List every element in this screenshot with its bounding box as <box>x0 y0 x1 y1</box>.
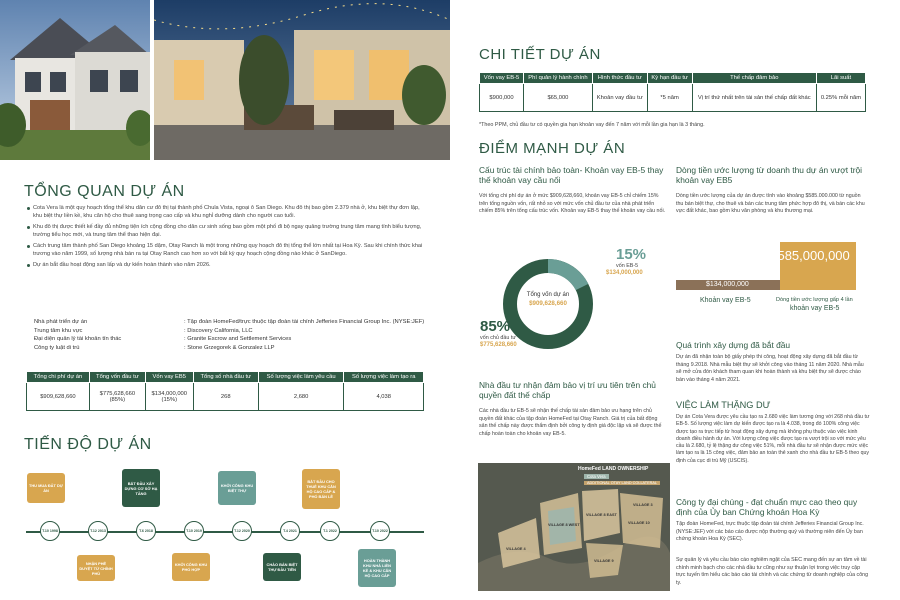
map-label: VILLAGE 3 <box>633 503 653 507</box>
strength-4-title: Quá trình xây dựng đã bắt đầu <box>676 340 791 350</box>
project-info <box>34 318 434 352</box>
summary-cell: $134,000,000 (15%) <box>145 383 193 411</box>
strength-5-text-1: Tập đoàn HomeFed, trực thuộc tập đoàn tài chính Jefferies Financial Group Inc. (NYSE:JEF) với các báo cáo được nộp thường quý và thường niên đến Ủy ban chứng khoán Hoa Kỳ (SEC). <box>676 521 864 543</box>
timeline-event-bottom: KHỞI CÔNG KHU PHỐ HỢP <box>172 553 210 581</box>
strength-2-text: Dòng tiền ước lượng của dự án được tính vào khoảng $585.000.000 từ nguồn thu bán biệt thự, cho thuê và bán các trung tâm phức hợp đô thị, và bán các khu vực đất khác, bao gồm khu văn phòng và khu thương mại. <box>676 193 865 215</box>
timeline-date: T.1 2022 <box>320 521 340 541</box>
bar-cashflow-value: $585,000,000 <box>770 248 850 263</box>
timeline-event-top: KHỞI CÔNG KHU BIỆT THỰ <box>218 471 256 505</box>
summary-header: Tổng số nhà đầu tư <box>193 372 258 383</box>
timeline-event-top: BẮT ĐẦU CHO THUÊ KHU CĂN HỘ CAO CẤP & PHỐ BÁN LẺ <box>302 469 340 509</box>
timeline-date: T.10 2019 <box>184 521 204 541</box>
overview-bullet: Khu đô thị được thiết kế đầy đủ những tiện ích cộng đồng cho dân cư sinh sống bao gồm một phố đi bộ ngay quảng trường trung tâm mang tính biểu tượng, trường tiểu học mới, và trung tâm thể thao hiện đại. <box>26 223 430 239</box>
detail-table <box>479 72 866 112</box>
jobs-title: VIỆC LÀM THẶNG DƯ <box>676 400 771 410</box>
timeline-event-bottom: CHÀO BÁN BIỆT THỰ ĐẦU TIÊN <box>263 553 301 581</box>
donut-owner-label: vốn chủ đầu tư <box>480 335 516 341</box>
strength-5-title: Công ty đại chúng - đạt chuẩn mực cao theo quy định của Ủy ban Chứng khoán Hoa Kỳ <box>676 497 858 517</box>
bar-eb5-label: Khoản vay EB-5 <box>700 297 751 304</box>
map-label: VILLAGE 4 <box>506 547 526 551</box>
timeline <box>20 465 430 600</box>
timeline-line <box>26 531 424 533</box>
timeline-date: T.12 2020 <box>232 521 252 541</box>
map-title: HomeFed LAND OWNERSHIP <box>578 466 649 472</box>
strength-1-title: Cấu trúc tài chính bảo toàn- Khoản vay EB-5 thay thế khoản vay cầu nối <box>479 165 664 185</box>
detail-header: Vốn vay EB-5 <box>480 73 524 84</box>
detail-cell: Khoản vay đầu tư <box>592 84 647 112</box>
land-map <box>478 463 670 591</box>
summary-cell: 4,038 <box>344 383 424 411</box>
detail-cell: $65,000 <box>524 84 593 112</box>
map-label: VILLAGE 10 <box>628 521 650 525</box>
overview-bullet: Dự án bắt đầu hoạt động san lấp và dự kiến hoàn thành vào năm 2026. <box>26 261 430 269</box>
strength-2-title: Dòng tiền ước lượng từ doanh thu dự án vượt trội khoản vay EB5 <box>676 165 863 185</box>
map-label: VILLAGE 8 WEST <box>548 523 580 527</box>
detail-header: Hình thức đầu tư <box>592 73 647 84</box>
timeline-event-bottom: NHẬN PHÊ DUYỆT TỪ CHÍNH PHỦ <box>77 555 115 581</box>
courtyard-photo <box>154 0 450 160</box>
donut-eb5-label: vốn EB-5 <box>616 263 639 269</box>
detail-cell: Vị trí thứ nhất trên tài sản thế chấp đất khác <box>692 84 816 112</box>
timeline-event-top: BẮT ĐẦU XÂY DỰNG CƠ SỞ HẠ TẦNG <box>122 469 160 507</box>
donut-slice-eb5 <box>548 266 582 287</box>
capital-donut <box>478 242 678 362</box>
detail-cell: 0.25% mỗi năm <box>816 84 865 112</box>
map-label: VILLAGE 8 EAST <box>586 513 617 517</box>
detail-header: Thế chấp đảm bảo <box>692 73 816 84</box>
timeline-date: T.10 2022 <box>370 521 390 541</box>
map-legend-cota-vera: Cota Vera <box>584 474 609 479</box>
summary-header: Tổng vốn đầu tư <box>89 372 145 383</box>
summary-cell: $775,628,660 (85%) <box>89 383 145 411</box>
info-row: Công ty luật di trú : Stone Grzegorek & Gonzalez LLP <box>34 344 275 351</box>
jobs-text: Dự án Cota Vera được yêu cầu tạo ra 2.680 việc làm tương ứng với 268 nhà đầu tư EB-5. Số lượng việc làm dự kiến được tạo ra là 4.038, trong đó 100% công việc được tạo ra trực tiếp từ hoạt động xây dựng mà không phụ thuộc vào việc kinh doanh điều hành dự án. Với lượng công việc được tạo ra vượt trội so với mức yêu cầu là 2.680, tỷ lệ thặng dư công việc 51%, mỗi nhà đầu tư sẽ nhận được mức việc làm tạo ra là 15 công việc, đảm bảo an toàn thẻ xanh cho nhà đầu tư EB-5 theo quy định của cục di trú Mỹ (USCIS). <box>676 414 870 464</box>
summary-cell: $909,628,660 <box>27 383 90 411</box>
detail-header: Lãi suất <box>816 73 865 84</box>
detail-title: CHI TIẾT DỰ ÁN <box>479 46 601 63</box>
timeline-date: T.10 1998 <box>40 521 60 541</box>
detail-cell: *5 năm <box>647 84 692 112</box>
detail-header: Kỳ hạn đầu tư <box>647 73 692 84</box>
strength-title: ĐIỂM MẠNH DỰ ÁN <box>479 140 626 157</box>
summary-cell: 268 <box>193 383 258 411</box>
summary-header: Số lượng việc làm tạo ra <box>344 372 424 383</box>
overview-bullets <box>26 204 430 272</box>
strength-5-text-2: Sự quản lý và yêu cầu báo cáo nghiêm ngặt của SEC mang đến sự an tâm về tài chính minh bạch cho các nhà đầu tư cũng như sự thuận lợi trong việc truy cập trực tuyến tìm hiểu các báo cáo tài chính và các chứng từ doanh nghiệp của công ty. <box>676 557 869 586</box>
donut-eb5-pct: 15% <box>616 246 647 263</box>
donut-owner-pct: 85% <box>480 318 511 335</box>
cashflow-bars <box>676 242 876 322</box>
bar-cashflow-label2: khoản vay EB-5 <box>790 305 840 312</box>
info-row: Trung tâm khu vực : Discovery California, LLC <box>34 327 253 334</box>
donut-owner-value: $775,628,660 <box>480 342 517 348</box>
detail-cell: $900,000 <box>480 84 524 112</box>
overview-title: TỔNG QUAN DỰ ÁN <box>24 183 185 200</box>
summary-header: Tổng chi phí dự án <box>27 372 90 383</box>
detail-header: Phí quản lý hành chính <box>524 73 593 84</box>
house-photo <box>0 0 150 160</box>
summary-header: Số lượng việc làm yêu cầu <box>258 372 344 383</box>
timeline-date: T.12 2013 <box>88 521 108 541</box>
timeline-event-bottom: HOÀN THÀNH KHU NHÀ LIỀN KỀ & KHU CĂN HỘ CAO CẤP <box>358 549 396 587</box>
map-label: VILLAGE 9 <box>594 559 614 563</box>
strength-1-text: Với tổng chi phí dự án ở mức $909,628,660, khoản vay EB-5 chỉ chiếm 15% trên tổng nguồn vốn, rất nhỏ so với mức vốn chủ đầu tư của nhà phát triển chiếm 85% trên tổng cấu trúc vốn. Khoản vay EB-5 thay thế khoản vay cầu nối. <box>479 193 666 215</box>
overview-bullet: Cách trung tâm thành phố San Diego khoảng 15 dặm, Otay Ranch là một trong những quy hoạch đô thị tổng thể lớn nhất tại Hoa Kỳ. Sau khi chính thức khai trương vào năm 1999, số lượng nhà bán ra tại Otay Ranch cao hơn so với bất kỳ quy hoạch cộng đồng nào khác ở SanDiego. <box>26 242 430 258</box>
info-row: Nhà phát triển dự án : Tập đoàn HomeFed/trực thuộc tập đoàn tài chính Jefferies Financial Group Inc. (NYSE:JEF) <box>34 319 425 325</box>
map-legend-collateral: ADDITIONAL OTAY LAND COLLATERAL <box>584 481 660 485</box>
donut-center-label: Tổng vốn dự án <box>526 292 570 298</box>
donut-eb5-value: $134,000,000 <box>606 270 643 276</box>
bar-cashflow-label1: Dòng tiền ước lượng gấp 4 lần <box>776 297 853 303</box>
detail-note: *Theo PPM, chủ đầu tư có quyền gia hạn khoản vay đến 7 năm với mỗi lần gia hạn là 3 tháng. <box>479 122 705 128</box>
timeline-date: T.6 2018 <box>136 521 156 541</box>
bar-eb5-value: $134,000,000 <box>706 281 749 288</box>
timeline-date: T.4 2021 <box>280 521 300 541</box>
strength-4-text: Dự án đã nhận toàn bộ giấy phép thi công, hoạt động xây dựng đã bắt đầu từ tháng 9.2018. Nhà mẫu biệt thự sẽ khởi công vào tháng 11 năm 2020. Nhà mẫu sẽ mở cửa đón khách tham quan khi hoàn thành và khu biệt thự sẽ được chào bán vào tháng 4 năm 2021. <box>676 354 864 383</box>
summary-cell: 2,680 <box>258 383 344 411</box>
overview-bullet: Cota Vera là một quy hoạch tổng thể khu dân cư đô thị tại thành phố Chula Vista, ngoại ô San Diego. Khu đô thị bao gồm 2.379 nhà ở, khu biệt thự đơn lập, khu biệt thự liền kề, khu căn hộ cho thuê sang trọng cao cấp và khu nghỉ dưỡng dành cho người cao tuổi. <box>26 204 430 220</box>
strength-3-text: Các nhà đầu tư EB-5 sẽ nhận thế chấp tài sản đảm bảo ưu hạng trên chủ quyền đất khác của tập đoàn HomeFed tại Otay Ranch. Giá trị của bất động sản thế chấp này được thẩm định bởi công ty định giá độc lập và sẽ được thế chấp hoàn toàn cho khoản vay EB-5. <box>479 408 662 437</box>
info-row: Đại diện quản lý tài khoản tín thác : Granite Escrow and Settlement Services <box>34 336 292 342</box>
progress-title: TIẾN ĐỘ DỰ ÁN <box>24 436 152 453</box>
strength-3-title: Nhà đầu tư nhận đảm bảo vị trí ưu tiên trên chủ quyền đất thế chấp <box>479 380 656 400</box>
summary-header: Vốn vay EB5 <box>145 372 193 383</box>
donut-center-value: $909,628,660 <box>529 300 567 307</box>
summary-table <box>26 371 424 411</box>
timeline-event-top: THU MUA ĐẤT DỰ ÁN <box>27 473 65 503</box>
